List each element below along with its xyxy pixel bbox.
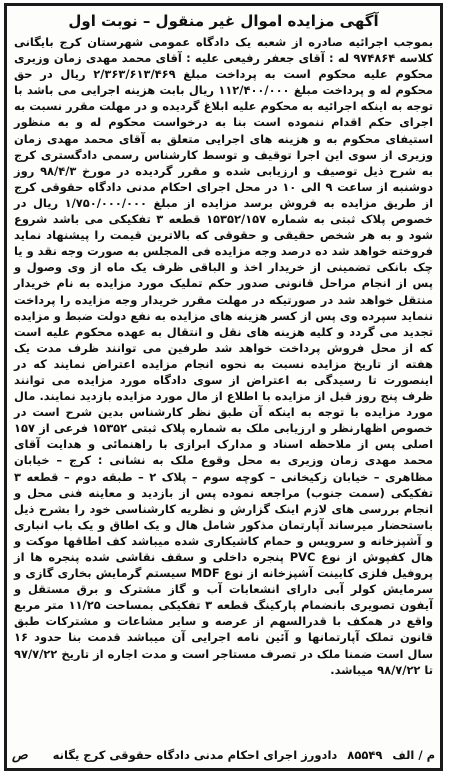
notice-body: بموجب اجرائیه صادره از شعبه یک دادگاه عمومی شهرستان کرج بایگانی کلاسه ۹۷۴۸۶۴ له : آقای جعفر رفیعی علیه : آقای محمد مهدی زمان وزیری محکوم علیه محکوم است به پرداخت مبلغ ۲/۳۶۳/۶۱۳/۴۶۹ ریال در حق محکوم له و پرداخت مبلغ ۱۱۲/۴۰۰/۰۰۰ ریال بابت هزینه اجرایی می باشد با توجه به اینکه اجرائیه به محکوم علیه ابلاغ گردیده و در مهلت مقرر نسبت به اجرای حکم اقدام ننموده است بنا به درخواست محکوم له و به منظور استیفای محکوم به و هزینه های اجرایی متعلق به آقای محمد مهدی زمان وزیری از سوی این اجرا توقیف و توسط کارشناس رسمی دادگستری کرج به شرح ذیل توصیف و ارزیابی شده و مقرر گردیده در مورخ ۹۸/۴/۳ روز دوشنبه از ساعت ۹ الی ۱۰ در محل اجرای احکام مدنی دادگاه حقوقی کرج از طریق مزایده به فروش برسد مزایده از مبلغ ۱/۷۵۰/۰۰۰/۰۰۰ ریال در خصوص پلاک ثبتی به شماره ۱۵۳۵۲/۱۵۷ قطعه ۳ تفکیکی می باشد شروع شود و به هر شخص حقیقی و حقوقی که بالاترین قیمت را پیشنهاد نماید فروخته خواهد شد ده درصد وجه مزایده فی المجلس به صورت وجه نقد و یا چک بانکی تضمینی از خریدار اخذ و الباقی ظرف یک ماه از وی وصول و پس از انجام مراحل قانونی صدور حکم تملیک مورد مزایده به نام خریدار منتقل خواهد شد در صورتیکه در مهلت مقرر خریدار وجه مزایده را پرداخت ننماید سپرده وی پس از کسر هزینه های مزایده به نفع دولت ضبط و مزایده تجدید می گردد و کلیه هزینه های نقل و انتقال به عهده محکوم علیه است که از محل فروش پرداخت خواهد شد طرفین می توانند ظرف مدت یک هفته از تاریخ مزایده نسبت به نحوه انجام مزایده اعتراض نمایند که در اینصورت تا رسیدگی به اعتراض از سوی دادگاه مورد مزایده می توانند ظرف پنج روز قبل از مزایده با اطلاع از مال مورد مزایده بازدید نمایند. مال مورد مزایده با توجه به اینکه آن طبق نظر کارشناس بدین شرح است در خصوص اظهارنظر و ارزیابی ملک به شماره پلاک ثبتی ۱۵۳۵۲ فرعی از ۱۵۷ اصلی پس از ملاحظه اسناد و مدارک ابرازی با راهنمائی و هدایت آقای محمد مهدی زمان وزیری به محل وقوع ملک به نشانی : کرج – خیابان مظاهری – خیابان زکیخانی – کوچه سوم – پلاک ۲ – طبقه دوم – قطعه ۳ تفکیکی (سمت جنوب) مراجعه نموده پس از بازدید و معاینه فنی محل و انجام بررسی های لازم اینک گزارش و نظریه کارشناسی خود را بشرح ذیل باستحضار میرساند آپارتمان مذکور شامل هال و یک اطاق و یک باب انباری و آشپزخانه و سرویس و حمام کاشیکاری شده میباشد کف اطاقها موکت و هال کفپوش از نوع PVC پنجره داخلی و سقف نقاشی شده پنجره ها از پروفیل فلزی کابینت آشپزخانه از نوع MDF سیستم گرمایش بخاری گازی و سرمایش کولر آبی دارای انشعابات آب و گاز مشترک و برق مستقل و آیفون تصویری بانضمام پارکینگ قطعه ۳ تفکیکی بمساحت ۱۱/۲۵ متر مربع واقع در همکف با قدرالسهم از عرصه و سایر مشاعات و مشترکات طبق قانون تملک آپارتمانها و آئین نامه اجرایی آن میباشد قدمت بنا حدود ۱۶ سال است ضمنا ملک در تصرف مستاجر است و مدت اجاره از تاریخ ۹۷/۷/۲۲ تا ۹۸/۷/۲۲ میباشد. [14,35,434,677]
signature-mark: ص [12,747,28,763]
notice-frame [4,3,443,771]
notice-footer [12,744,435,766]
notice-title: آگهی مزایده اموال غیر منقول – نوبت اول [68,12,379,30]
reference-number: ۸۵۵۴۹ [347,748,383,762]
issuer-title: دادورز اجرای احکام مدنی دادگاه حقوقی کرج یگانه [52,748,338,762]
footer-reference [53,748,435,762]
reference-code: م / الف [392,748,435,762]
